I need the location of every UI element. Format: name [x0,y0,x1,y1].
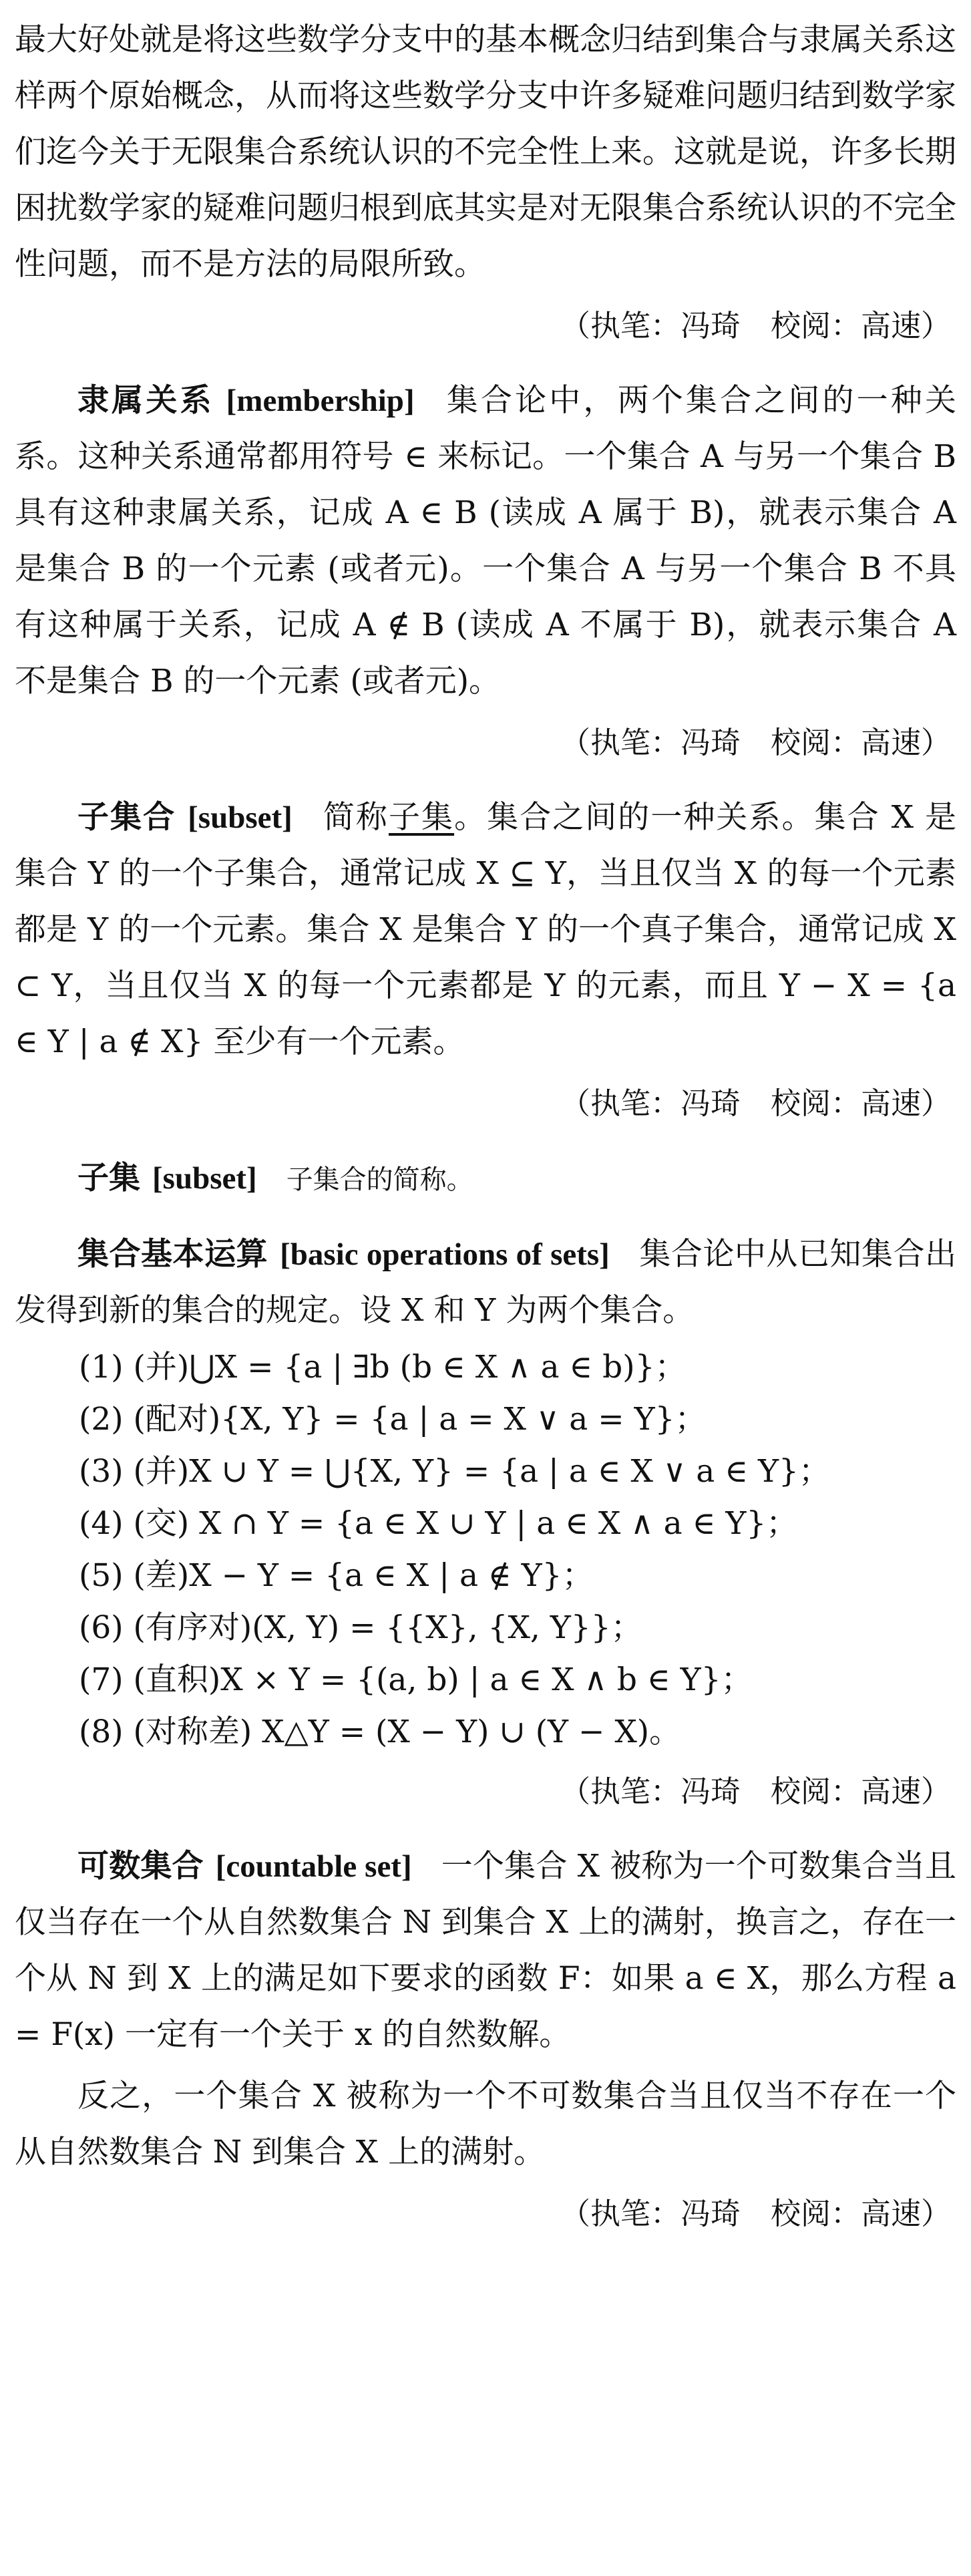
subset-short-entry [15,1150,956,1208]
subset-short-body: 子集合的简称。 [286,1164,473,1195]
countable-heading-en: [countable set] [215,1849,412,1884]
operation-item-7: (7) (直积)X × Y = {(a, b) | a ∈ X ∧ b ∈ Y}； [79,1661,753,1698]
operation-item-1: (1) (并)⋃X = {a | ∃b (b ∈ X ∧ a ∈ b)}； [79,1349,687,1386]
operations-entry [15,1227,956,1339]
subset-heading-en: [subset] [188,800,293,835]
operations-signature: （执笔：冯琦 校阅：高速） [560,1774,951,1809]
membership-entry [15,373,956,709]
countable-heading: 可数集合 [77,1848,204,1885]
subset-body: 。集合之间的一种关系。集合 X 是集合 Y 的一个子集合，通常记成 X ⊆ Y，当且仅当 X 的每一个元素都是 Y 的一个元素。集合 X 是集合 Y 的一个真子集合，通常记成 X ⊂ Y，当且仅当 X 的每一个元素都是 Y 的元素，而且 Y − X = {a ∈ Y | a ∉ X} 至少有一个元素。 [15,799,957,1060]
operation-item-2: (2) (配对){X, Y} = {a | a = X ∨ a = Y}； [79,1401,707,1438]
operation-item-3: (3) (并)X ∪ Y = ⋃{X, Y} = {a | a ∈ X ∨ a ∈ Y}； [79,1453,830,1490]
countable-body: 一个集合 X 被称为一个可数集合当且仅当存在一个从自然数集合 ℕ 到集合 X 上的满射，换言之，存在一个从 ℕ 到 X 上的满足如下要求的函数 F：如果 a ∈ X，那么方程 a = F(x) 一定有一个关于 x 的自然数解。 [15,1848,956,2053]
operations-list [15,1341,956,1758]
membership-signature: （执笔：冯琦 校阅：高速） [560,725,951,760]
membership-body: 集合论中，两个集合之间的一种关系。这种关系通常都用符号 ∈ 来标记。一个集合 A 与另一个集合 B 具有这种隶属关系，记成 A ∈ B (读成 A 属于 B)，就表示集合 A 是集合 B 的一个元素 (或者元)。一个集合 A 与另一个集合 B 不具有这种属于关系，记成 A ∉ B (读成 A 不属于 B)，就表示集合 A 不是集合 B 的一个元素 (或者元)。 [15,382,957,699]
operation-item-8: (8) (对称差) X△Y = (X − Y) ∪ (Y − X)。 [79,1714,681,1750]
intro-paragraph: 最大好处就是将这些数学分支中的基本概念归结到集合与隶属关系这样两个原始概念，从而将这些数学分支中许多疑难问题归结到数学家们迄今关于无限集合系统认识的不完全性上来。这就是说，许多长期困扰数学家的疑难问题归根到底其实是对无限集合系统认识的不完全性问题，而不是方法的局限所致。 [15,21,956,283]
subset-signature: （执笔：冯琦 校阅：高速） [560,1086,951,1121]
countable-body-2: 反之，一个集合 X 被称为一个不可数集合当且仅当不存在一个从自然数集合 ℕ 到集合 X 上的满射。 [15,2078,956,2170]
subset-entry [15,790,956,1070]
subset-short-heading-en: [subset] [152,1161,257,1196]
countable-entry [15,1838,956,2063]
operation-item-5: (5) (差)X − Y = {a ∈ X | a ∉ Y}； [79,1557,594,1594]
operation-item-4: (4) (交) X ∩ Y = {a ∈ X ∪ Y | a ∈ X ∧ a ∈ Y}； [79,1505,798,1542]
operations-body: 集合论中从已知集合出发得到新的集合的规定。设 X 和 Y 为两个集合。 [15,1236,956,1329]
operation-item-6: (6) (有序对)(X, Y) = {{X}, {X, Y}}； [79,1609,642,1646]
subset-short-heading: 子集 [77,1160,140,1196]
membership-heading-en: [membership] [226,383,415,418]
subset-heading: 子集合 [77,799,176,836]
subset-cross-ref-link[interactable]: 子集 [388,799,455,836]
operations-heading-en: [basic operations of sets] [280,1237,610,1272]
countable-signature: （执笔：冯琦 校阅：高速） [560,2196,951,2231]
intro-signature: （执笔：冯琦 校阅：高速） [560,308,951,343]
membership-heading: 隶属关系 [77,382,214,419]
subset-body-prefix: 简称 [321,799,389,836]
operations-heading: 集合基本运算 [77,1236,268,1273]
